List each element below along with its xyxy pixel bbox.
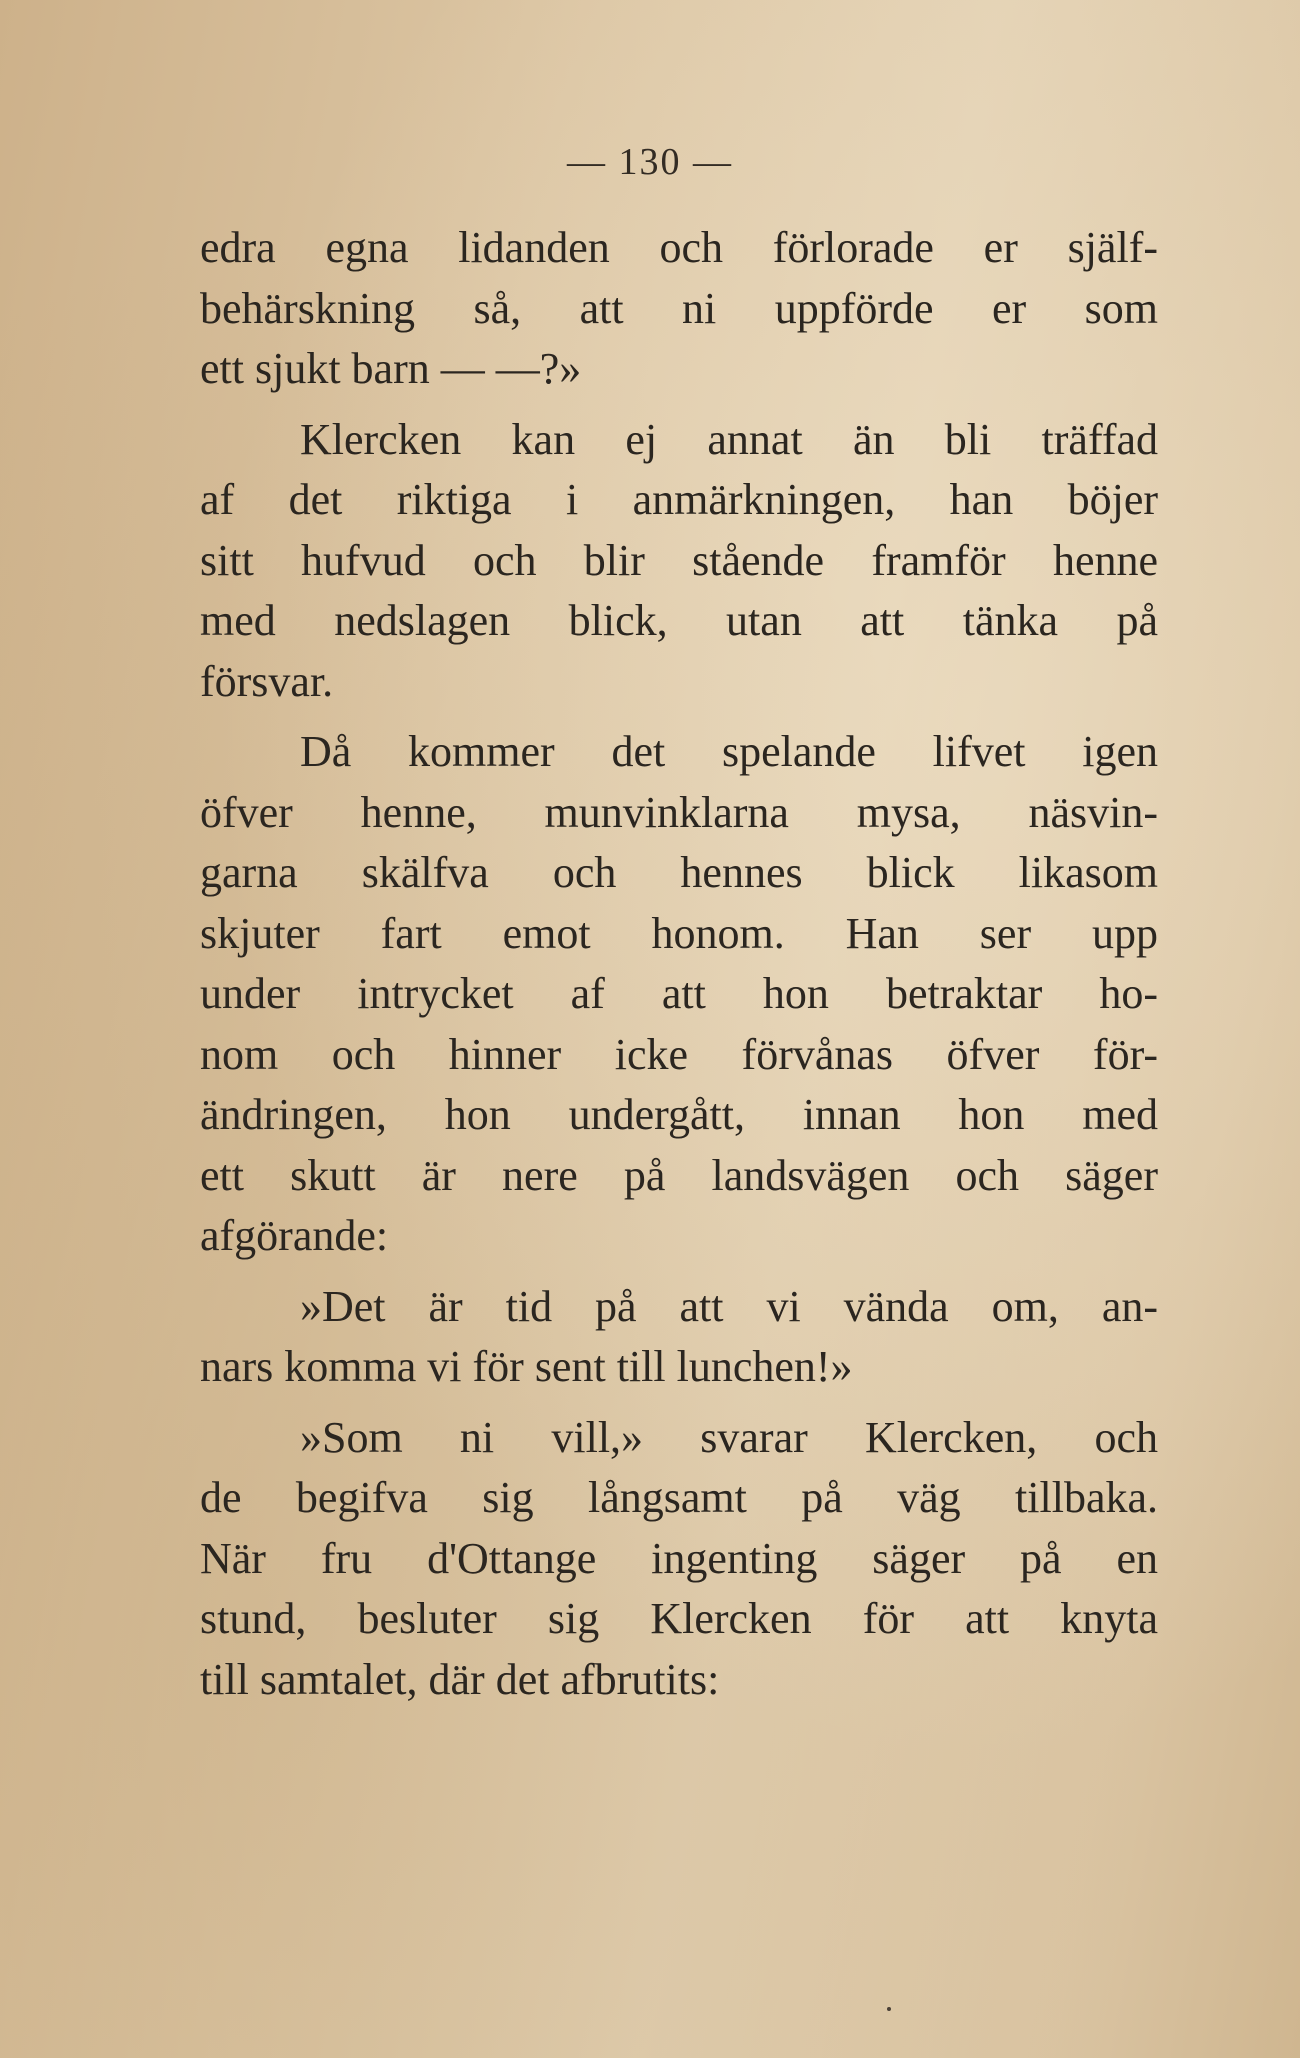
text-line: »Som ni vill,» svarar Klercken, och bbox=[300, 1412, 1158, 1462]
paragraph-2 bbox=[200, 410, 1158, 713]
paragraph-1 bbox=[200, 218, 1158, 400]
text-line: ett skutt är nere på landsvägen och säger bbox=[200, 1150, 1158, 1200]
text-line: Klercken kan ej annat än bli träffad bbox=[300, 414, 1158, 464]
text-line: edra egna lidanden och förlorade er själf- bbox=[200, 223, 1158, 272]
paragraph-5 bbox=[200, 1408, 1158, 1711]
text-line: öfver henne, munvinklarna mysa, näsvin- bbox=[200, 787, 1158, 837]
text-line: ändringen, hon undergått, innan hon med bbox=[200, 1090, 1158, 1139]
body-text bbox=[200, 218, 1158, 1720]
text-line: till samtalet, där det afbrutits: bbox=[200, 1654, 720, 1704]
paper-speck bbox=[887, 2007, 891, 2011]
paragraph-4 bbox=[200, 1277, 1158, 1398]
text-line: af det riktiga i anmärkningen, han böjer bbox=[200, 475, 1158, 524]
text-line: »Det är tid på att vi vända om, an- bbox=[300, 1281, 1158, 1331]
text-line: de begifva sig långsamt på väg tillbaka. bbox=[200, 1473, 1158, 1522]
text-line: skjuter fart emot honom. Han ser upp bbox=[200, 908, 1158, 958]
text-line: stund, besluter sig Klercken för att knyta bbox=[200, 1594, 1158, 1643]
text-line: nom och hinner icke förvånas öfver för- bbox=[200, 1029, 1158, 1079]
text-line: behärskning så, att ni uppförde er som bbox=[200, 283, 1158, 333]
text-line: försvar. bbox=[200, 656, 334, 706]
text-line: under intrycket af att hon betraktar ho- bbox=[200, 969, 1158, 1018]
page-number: — 130 — bbox=[567, 141, 733, 183]
text-line: garna skälfva och hennes blick likasom bbox=[200, 848, 1158, 897]
text-line: med nedslagen blick, utan att tänka på bbox=[200, 596, 1158, 645]
text-line: Då kommer det spelande lifvet igen bbox=[300, 727, 1158, 776]
text-line: ett sjukt barn — —?» bbox=[200, 344, 582, 393]
text-line: När fru d'Ottange ingenting säger på en bbox=[200, 1533, 1158, 1583]
paragraph-3 bbox=[200, 722, 1158, 1267]
text-line: afgörande: bbox=[200, 1211, 389, 1260]
text-line: nars komma vi för sent till lunchen!» bbox=[200, 1342, 853, 1391]
text-line: sitt hufvud och blir stående framför henne bbox=[200, 535, 1158, 585]
